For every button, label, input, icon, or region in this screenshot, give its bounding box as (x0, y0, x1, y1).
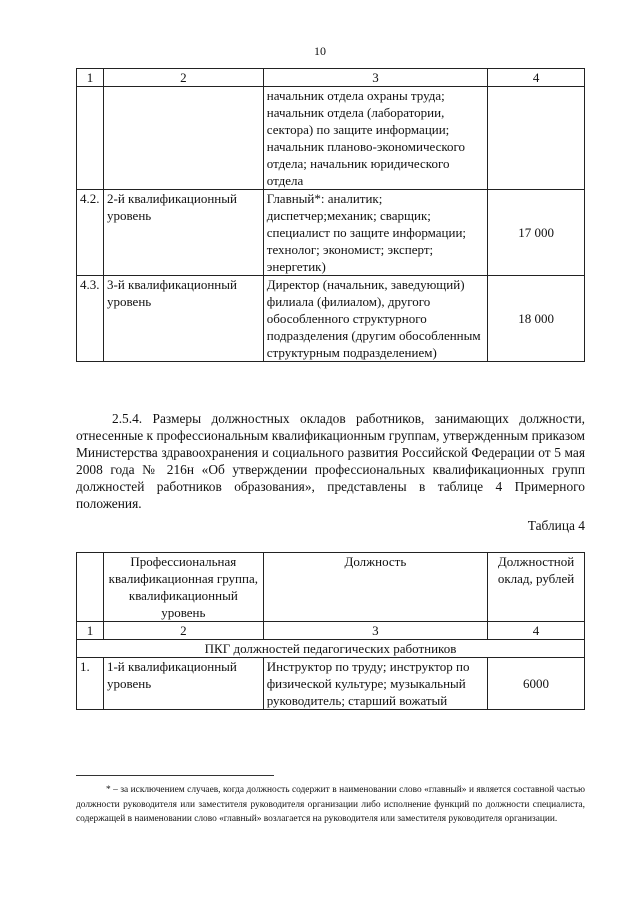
cell-num: 4.2. (77, 190, 104, 276)
table-header-row (77, 69, 585, 87)
cell-group: 3-й квалификационный уровень (103, 276, 263, 362)
salary-table-4 (76, 552, 585, 710)
header-cell: Должностной оклад, рублей (488, 553, 585, 622)
cell-num: 1. (77, 658, 104, 710)
column-number-row (77, 622, 585, 640)
table-row (77, 190, 585, 276)
table-row (77, 276, 585, 362)
section-title: ПКГ должностей педагогических работников (77, 640, 585, 658)
cell-salary: 6000 (488, 658, 585, 710)
section-row (77, 640, 585, 658)
page-number: 10 (314, 44, 326, 58)
cell-group: 2-й квалификационный уровень (103, 190, 263, 276)
cell-positions: Главный*: аналитик; диспетчер;механик; сварщик; специалист по защите информации; технолог; экономист; эксперт; энергетик) (263, 190, 488, 276)
cell-salary: 18 000 (488, 276, 585, 362)
cell-salary (488, 87, 585, 190)
cell-positions: начальник отдела охраны труда; начальник отдела (лаборатории, сектора) по защите информации; начальник планово-экономического отдела; начальник юридического отдела (263, 87, 488, 190)
cell-positions: Директор (начальник, заведующий) филиала (филиалом), другого обособленного структурного подразделения (другим обособленным структурным подразделением) (263, 276, 488, 362)
footnote-divider (76, 775, 274, 776)
table-header-row (77, 553, 585, 622)
header-cell: Должность (263, 553, 487, 622)
cell-positions: Инструктор по труду; инструктор по физической культуре; музыкальный руководитель; старший вожатый (263, 658, 487, 710)
cell-num: 4.3. (77, 276, 104, 362)
header-cell: 3 (263, 69, 488, 87)
header-cell (77, 553, 104, 622)
header-cell: 1 (77, 69, 104, 87)
salary-table-3 (76, 68, 585, 362)
header-cell: 4 (488, 69, 585, 87)
cell-group (103, 87, 263, 190)
number-cell: 1 (77, 622, 104, 640)
number-cell: 3 (263, 622, 487, 640)
footnote: * – за исключением случаев, когда должность содержит в наименовании слово «главный» и является составной частью должности руководителя или заместителя руководителя организации либо исполнение функций по должности специалиста, содержащей в наименовании слово «главный» возлагается на руководителя или заместителя руководителя организации. (76, 785, 585, 824)
cell-salary: 17 000 (488, 190, 585, 276)
body-paragraph: 2.5.4. Размеры должностных окладов работников, занимающих должности, отнесенные к профессиональным квалификационным группам, утвержденным приказом Министерства здравоохранения и социального развития Российской Федерации от 5 мая 2008 года № 216н «Об утверждении профессиональных квалификационных групп должностей работников образования», представлены в таблице 4 Примерного положения. (76, 411, 585, 511)
cell-group: 1-й квалификационный уровень (103, 658, 263, 710)
table-row (77, 658, 585, 710)
number-cell: 2 (103, 622, 263, 640)
table-row (77, 87, 585, 190)
header-cell: Профессиональная квалификационная группа, квалификационный уровень (103, 553, 263, 622)
header-cell: 2 (103, 69, 263, 87)
number-cell: 4 (488, 622, 585, 640)
cell-num (77, 87, 104, 190)
table-caption: Таблица 4 (527, 518, 585, 533)
